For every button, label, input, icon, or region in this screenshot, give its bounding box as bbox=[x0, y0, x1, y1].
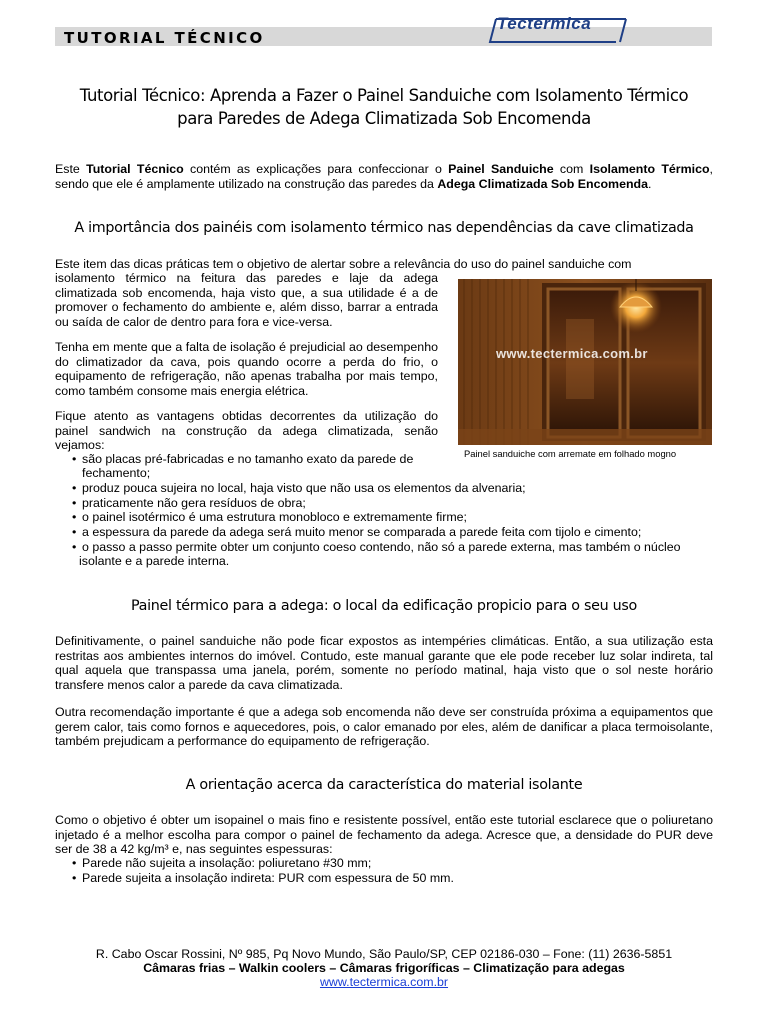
list-item-continuation: isolante e a parede interna. bbox=[79, 554, 230, 568]
list-item: • o passo a passo permite obter um conjunto coeso contendo, não só a parede externa, mas também o núcleo bbox=[72, 540, 681, 554]
title-line-2: para Paredes de Adega Climatizada Sob Encomenda bbox=[177, 109, 591, 128]
section2-p2: Outra recomendação importante é que a adega sob encomenda não deve ser construída próxima a equipamentos que gerem calor, tais como fornos e aquecedores, pois, o calor emanado por eles, além de danificar a placa termoisolante, também prejudicam a performance do equipamento de refrigeração. bbox=[55, 705, 713, 749]
intro-text: com bbox=[553, 162, 590, 176]
intro-text: Este bbox=[55, 162, 87, 176]
list-item-text: produz pouca sujeira no local, haja visto que não usa os elementos da alvenaria; bbox=[82, 481, 526, 495]
list-item-text: Parede não sujeita a insolação: poliuretano #30 mm; bbox=[82, 856, 372, 870]
list-item: • o painel isotérmico é uma estrutura monobloco e extremamente firme; bbox=[72, 510, 467, 524]
list-item: • são placas pré-fabricadas e no tamanho exato da parede de bbox=[72, 452, 414, 466]
header-label: TUTORIAL TÉCNICO bbox=[64, 29, 265, 47]
list-item-text: a espessura da parede da adega será muito menor se comparada a parede feita com tijolo e cimento; bbox=[82, 525, 642, 539]
list-item: • Parede sujeita a insolação indireta: PUR com espessura de 50 mm. bbox=[72, 871, 454, 885]
intro-paragraph bbox=[55, 162, 713, 191]
wine-cellar-photo bbox=[458, 279, 712, 445]
list-item-text: o passo a passo permite obter um conjunto coeso contendo, não só a parede externa, mas também o núcleo bbox=[82, 540, 681, 554]
list-item-text: o painel isotérmico é uma estrutura monobloco e extremamente firme; bbox=[82, 510, 467, 524]
section1-p1-first-line: Este item das dicas práticas tem o objetivo de alertar sobre a relevância do uso do painel sanduiche com bbox=[55, 257, 632, 271]
intro-text: . bbox=[648, 176, 652, 191]
list-item: • Parede não sujeita a insolação: poliuretano #30 mm; bbox=[72, 856, 372, 870]
list-item-text: são placas pré-fabricadas e no tamanho exato da parede de bbox=[82, 452, 414, 466]
intro-text: , sendo que ele é amplamente utilizado na construção das paredes da bbox=[55, 162, 713, 191]
intro-bold: Tutorial Técnico bbox=[86, 162, 184, 176]
section1-p1-rest: isolamento térmico na feitura das paredes e laje da adega climatizada sob encomenda, haja visto que, a sua utilidade é a de promover o fechamento do ambiente e, além disso, barrar a entrada ou saída de calor de dentro para fora e vice-versa. bbox=[55, 271, 438, 329]
photo-caption: Painel sanduiche com arremate em folhado mogno bbox=[464, 448, 677, 459]
list-item: • praticamente não gera resíduos de obra; bbox=[72, 496, 306, 510]
photo-watermark: www.tectermica.com.br bbox=[496, 346, 648, 361]
wine-cellar-photo-art bbox=[458, 279, 712, 445]
intro-text: contém as explicações para confeccionar o bbox=[183, 162, 449, 176]
footer-link-wrap bbox=[0, 975, 768, 989]
section2-p1: Definitivamente, o painel sanduiche não pode ficar expostos as intempéries climáticas. Então, a sua utilização esta restritas aos ambientes internos do imóvel. Contudo, este manual garante que ele pode receber luz solar indireta, tal qual aquela que transpassa uma janela, porém, somente no período matinal, haja visto que o sol neste horário transfere menos calor a parede da cava climatizada. bbox=[55, 634, 713, 692]
footer-address: R. Cabo Oscar Rossini, Nº 985, Pq Novo Mundo, São Paulo/SP, CEP 02186-030 – Fone: (11) 2636-5851 bbox=[95, 947, 673, 961]
list-item: • produz pouca sujeira no local, haja visto que não usa os elementos da alvenaria; bbox=[72, 481, 526, 495]
brand-name: Tectermica bbox=[497, 14, 592, 33]
section3-p1: Como o objetivo é obter um isopainel o mais fino e resistente possível, então este tutorial esclarece que o poliuretano injetado é a melhor escolha para compor o painel de fechamento da adega. Acresce que, a densidade do PUR deve ser de 38 a 42 kg/m³ e, nas seguintes espessuras: bbox=[55, 813, 713, 857]
footer-services: Câmaras frias – Walkin coolers – Câmaras frigoríficas – Climatização para adegas bbox=[143, 961, 625, 975]
section1-p3: Fique atento as vantagens obtidas decorrentes da utilização do painel sandwich na construção da adega climatizada, senão vejamos: bbox=[55, 409, 438, 453]
section1-p2: Tenha em mente que a falta de isolação é prejudicial ao desempenho do climatizador da cava, pois quando ocorre a perda do frio, o equipamento de refrigeração, não apenas trabalha por mais tempo, como também consome mais energia elétrica. bbox=[55, 340, 438, 398]
list-item-text: praticamente não gera resíduos de obra; bbox=[82, 496, 306, 510]
document-title bbox=[40, 84, 728, 130]
title-line-1: Tutorial Técnico: Aprenda a Fazer o Painel Sanduiche com Isolamento Térmico bbox=[79, 86, 689, 105]
list-item-text: Parede sujeita a insolação indireta: PUR com espessura de 50 mm. bbox=[82, 871, 454, 885]
list-item-continuation: fechamento; bbox=[82, 466, 151, 480]
footer-website-link[interactable]: www.tectermica.com.br bbox=[319, 975, 449, 989]
section1-heading: A importância dos painéis com isolamento térmico nas dependências da cave climatizada bbox=[74, 220, 694, 236]
section3-heading: A orientação acerca da característica do material isolante bbox=[185, 777, 583, 793]
list-item: • a espessura da parede da adega será muito menor se comparada a parede feita com tijolo e cimento; bbox=[72, 525, 642, 539]
intro-bold: Adega Climatizada Sob Encomenda bbox=[437, 176, 648, 191]
intro-bold: Isolamento Térmico bbox=[589, 162, 710, 176]
intro-bold: Painel Sanduiche bbox=[448, 162, 554, 176]
section2-heading: Painel térmico para a adega: o local da edificação propicio para o seu uso bbox=[130, 598, 637, 614]
